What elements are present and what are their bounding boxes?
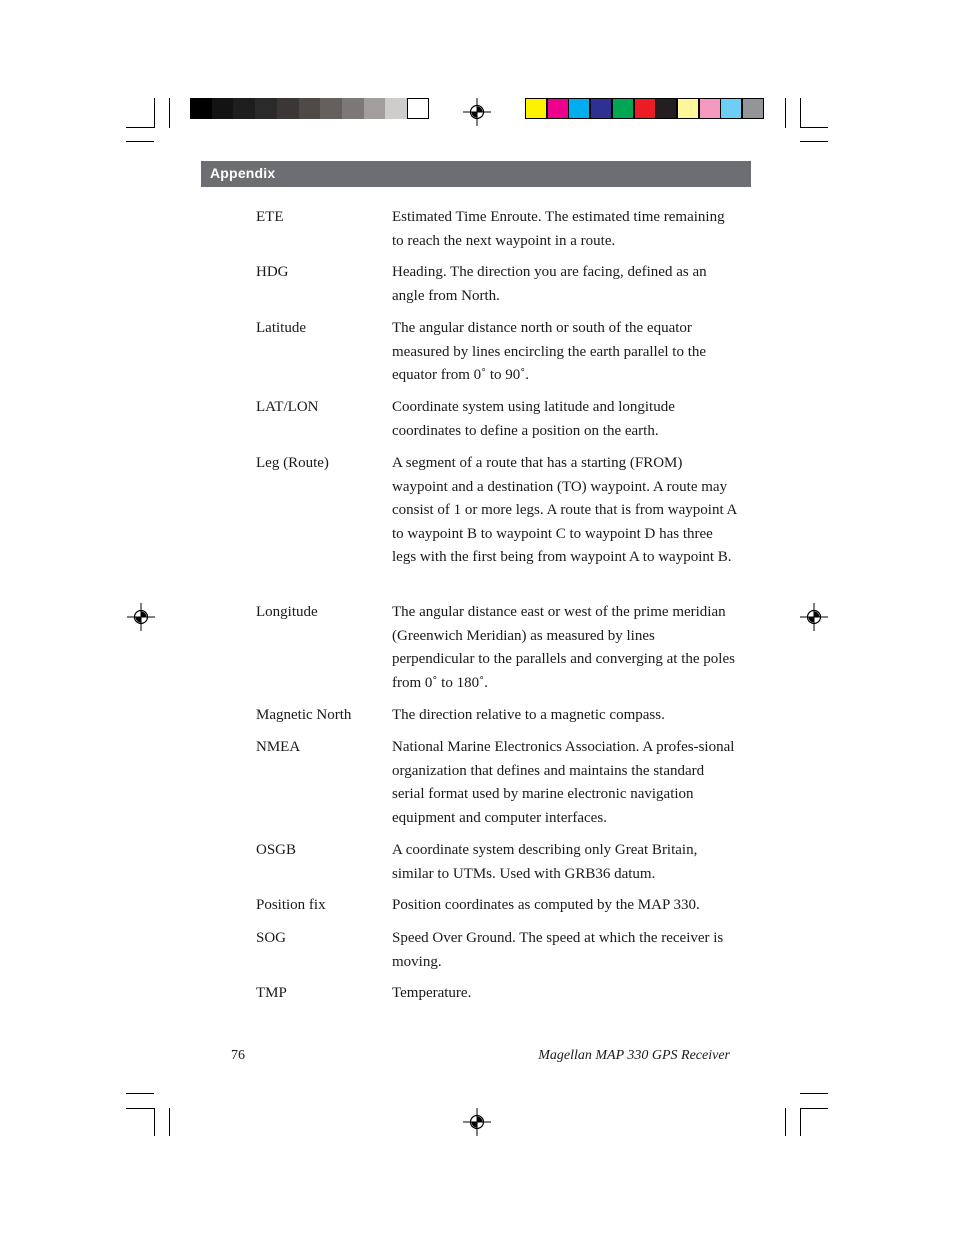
registration-mark-top-icon xyxy=(463,98,491,126)
page-number: 76 xyxy=(231,1048,245,1063)
gray-swatch xyxy=(342,98,364,119)
color-swatch xyxy=(634,98,656,119)
glossary-term: Leg (Route) xyxy=(256,455,329,471)
glossary-term: ETE xyxy=(256,209,284,225)
gray-swatch xyxy=(364,98,386,119)
glossary-definition: Estimated Time Enroute. The estimated time remaining to reach the next waypoint in a route. xyxy=(392,209,725,249)
color-swatch xyxy=(655,98,677,119)
gray-swatch xyxy=(190,98,212,119)
glossary-definition: National Marine Electronics Association. A profes-sional organization that defines and maintains the standard serial format used by marine electronic navigation equipment and computer interfaces. xyxy=(392,739,735,826)
registration-mark-left-icon xyxy=(127,603,155,631)
color-swatch xyxy=(547,98,569,119)
color-swatch xyxy=(677,98,699,119)
glossary-definition: A coordinate system describing only Great Britain, similar to UTMs. Used with GRB36 datum. xyxy=(392,842,698,882)
glossary-definition: The angular distance east or west of the prime meridian (Greenwich Meridian) as measured by lines perpendicular to the parallels and converging at the poles from 0˚ to 180˚. xyxy=(392,604,735,691)
glossary-definition: The angular distance north or south of the equator measured by lines encircling the earth parallel to the equator from 0˚ to 90˚. xyxy=(392,320,707,383)
glossary-definition: Temperature. xyxy=(392,985,472,1001)
color-swatch xyxy=(699,98,721,119)
glossary-definition: A segment of a route that has a starting (FROM) waypoint and a destination (TO) waypoint. A route may consist of 1 or more legs. A route that is from waypoint A to waypoint B to waypoint C to waypoint D has three legs with the first being from waypoint A to waypoint B. xyxy=(392,455,737,565)
color-swatch xyxy=(612,98,634,119)
gray-swatch xyxy=(407,98,429,119)
glossary-term: Latitude xyxy=(256,320,306,336)
color-swatch xyxy=(525,98,547,119)
section-title: Appendix xyxy=(210,165,276,181)
section-header-bar xyxy=(201,161,751,187)
glossary-term: LAT/LON xyxy=(256,399,319,415)
color-swatch xyxy=(568,98,590,119)
running-footer-title: Magellan MAP 330 GPS Receiver xyxy=(538,1048,730,1063)
glossary-definition: Position coordinates as computed by the MAP 330. xyxy=(392,897,700,913)
glossary-definition: Speed Over Ground. The speed at which the receiver is moving. xyxy=(392,930,724,970)
glossary-definition: Coordinate system using latitude and longitude coordinates to define a position on the earth. xyxy=(392,399,675,439)
gray-swatch xyxy=(320,98,342,119)
color-swatch xyxy=(720,98,742,119)
glossary-term: Position fix xyxy=(256,897,326,913)
color-swatch xyxy=(590,98,612,119)
glossary-term: NMEA xyxy=(256,739,301,755)
glossary-term: SOG xyxy=(256,930,287,946)
glossary-term: Longitude xyxy=(256,604,318,620)
glossary-definition: Heading. The direction you are facing, defined as an angle from North. xyxy=(392,264,707,304)
gray-swatch xyxy=(233,98,255,119)
glossary-term: HDG xyxy=(256,264,289,280)
registration-mark-bottom-icon xyxy=(463,1108,491,1136)
registration-mark-right-icon xyxy=(800,603,828,631)
gray-swatch xyxy=(255,98,277,119)
glossary-definition: The direction relative to a magnetic compass. xyxy=(392,707,665,723)
gray-swatch xyxy=(212,98,234,119)
glossary-term: OSGB xyxy=(256,842,297,858)
color-swatch xyxy=(742,98,764,119)
gray-swatch xyxy=(277,98,299,119)
gray-swatch xyxy=(299,98,321,119)
gray-swatch xyxy=(385,98,407,119)
glossary-term: TMP xyxy=(256,985,287,1001)
glossary-term: Magnetic North xyxy=(256,707,352,723)
